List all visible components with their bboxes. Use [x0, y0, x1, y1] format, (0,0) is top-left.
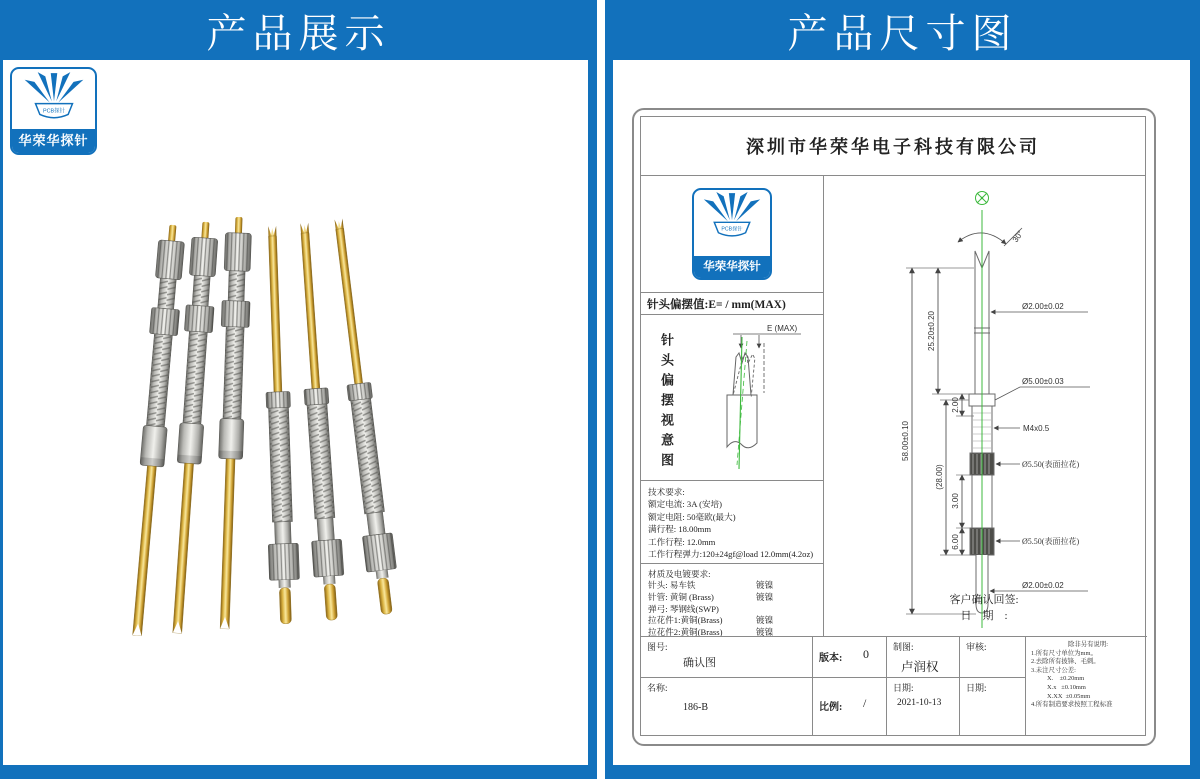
name-label: 名称: — [647, 683, 668, 693]
company-row — [641, 117, 1145, 176]
dim-seg2: 3.00 — [951, 493, 960, 509]
sheet-logo-cell — [641, 176, 824, 293]
dim-total-length: 58.00±0.10 — [901, 421, 910, 461]
scale-label: 比例: — [819, 702, 843, 713]
e-max-label: E (MAX) — [767, 324, 798, 333]
material-row — [648, 604, 823, 616]
tech-title: 技术要求: — [648, 487, 685, 497]
note-line: 4.所有制造要求按照工程标准 — [1031, 701, 1113, 709]
deflection-view-cell — [641, 315, 824, 481]
deflection-view-diagram — [689, 317, 819, 477]
probe-drawing-svg — [824, 176, 1147, 638]
tech-line: 满行程: 18.00mm — [648, 524, 712, 535]
material-part: 拉花件2:黄铜(Brass) — [648, 626, 723, 637]
note-line: 1.所有尺寸单位为mm。 — [1031, 649, 1097, 657]
material-requirements-cell — [641, 564, 824, 636]
dim-dia-knurl-1: Ø5.50(表面拉花) — [1022, 460, 1080, 469]
material-plating: 镀镍 — [756, 580, 774, 591]
logo-bowl-text: PCB探针 — [42, 108, 65, 115]
note-line: X.XX ±0.05mm — [1047, 692, 1091, 700]
scale-value: / — [863, 696, 867, 710]
customer-confirmation — [864, 592, 1104, 624]
material-row — [648, 592, 823, 604]
drawing-area — [613, 60, 1190, 765]
note-line: 2.去除所有披锋、毛刺。 — [1031, 658, 1100, 666]
auditor-cell — [959, 637, 1025, 678]
product-dimension-panel — [605, 0, 1200, 779]
material-title: 材质及电镀要求: — [648, 569, 711, 579]
drafter-value: 卢润权 — [901, 660, 939, 674]
material-part: 拉花件1:黄铜(Brass) — [648, 615, 723, 626]
note-line: X. ±0.20mm — [1047, 675, 1085, 683]
dim-dia-knurl-2: Ø5.50(表面拉花) — [1022, 537, 1080, 546]
dim-seg1: 2.00 — [951, 397, 960, 413]
left-panel-header — [0, 0, 597, 60]
scale-cell — [812, 678, 886, 736]
title-block — [641, 636, 1147, 736]
tech-line: 工作行程: 12.0mm — [648, 536, 716, 547]
customer-date-label: 日 期 : — [960, 610, 1008, 622]
company-name: 深圳市华荣华电子科技有限公司 — [746, 137, 1040, 157]
sheet-brand-logo-label: 华荣华探针 — [694, 256, 770, 278]
deflection-value-label: 针头偏摆值:E= / mm(MAX) — [641, 293, 824, 315]
material-plating: 镀镍 — [756, 615, 774, 626]
brand-logo-label: 华荣华探针 — [12, 129, 95, 153]
notes-cell — [1025, 637, 1147, 736]
dim-seg3: 6.00 — [951, 534, 960, 550]
dim-dia-flange: Ø5.00±0.03 — [1022, 377, 1064, 386]
product-display-panel — [0, 0, 597, 779]
dim-dia-bottom: Ø2.00±0.02 — [1022, 581, 1064, 590]
sheet-brand-logo — [692, 188, 772, 280]
crown-icon — [697, 191, 767, 239]
right-panel-title: 产品尺寸图 — [787, 11, 1018, 56]
probe-dimension-drawing — [824, 176, 1147, 636]
material-part: 弹弓: 琴钢线(SWP) — [648, 603, 719, 614]
left-panel-title: 产品展示 — [206, 11, 391, 56]
fig-no-cell — [641, 637, 812, 678]
product-photo-area — [3, 60, 588, 765]
drafter-label: 制图: — [893, 642, 914, 652]
dim-mid-length: (28.00) — [935, 464, 944, 490]
material-row — [648, 615, 823, 627]
product-photo — [3, 60, 588, 705]
fig-no-label: 图号: — [647, 642, 668, 652]
tech-line: 额定电阻: 50毫欧(最大) — [648, 511, 736, 522]
fig-no-value: 确认图 — [683, 657, 716, 669]
dimension-drawing-sheet — [632, 108, 1156, 746]
name-value: 186-B — [683, 702, 708, 713]
right-panel-header — [605, 0, 1200, 60]
deflection-view-title: 针头偏摆视意图 — [659, 333, 674, 473]
target-symbol — [976, 192, 989, 205]
tech-line: 工作行程弹力:120±24gf@load 12.0mm(4.2oz) — [648, 549, 814, 560]
probe-pin-group — [123, 217, 402, 637]
logo-bowl-text: PCB探针 — [721, 226, 743, 233]
date2-cell — [959, 678, 1025, 736]
dim-thread: M4x0.5 — [1023, 424, 1050, 433]
version-cell — [812, 637, 886, 678]
material-part: 针管: 黄铜 (Brass) — [648, 592, 714, 602]
date-label: 日期: — [893, 683, 914, 693]
date-cell — [886, 678, 959, 736]
name-cell — [641, 678, 812, 736]
dim-upper-length: 25.20±0.20 — [927, 311, 936, 351]
tech-line: 额定电流: 3A (安培) — [648, 499, 722, 510]
version-value: 0 — [863, 647, 869, 661]
note-line: 除非另有说明: — [1067, 641, 1109, 648]
note-line: X.x ±0.10mm — [1047, 683, 1086, 691]
drafter-cell — [886, 637, 959, 678]
dim-tip-angle: 30° — [1010, 228, 1026, 245]
auditor-label: 审核: — [966, 642, 987, 652]
customer-sign-label: 客户确认回签: — [949, 594, 1019, 606]
dim-dia-top: Ø2.00±0.02 — [1022, 302, 1064, 311]
date2-label: 日期: — [966, 683, 987, 693]
material-part: 针头: 易车铁 — [648, 580, 696, 591]
date-value: 2021-10-13 — [897, 698, 942, 708]
material-plating: 镀镍 — [756, 626, 774, 637]
version-label: 版本: — [819, 653, 843, 664]
material-row — [648, 580, 823, 592]
sheet-inner-frame — [640, 116, 1146, 736]
tech-requirements-cell — [641, 481, 824, 564]
note-line: 3.未注尺寸公差: — [1031, 666, 1076, 674]
material-plating: 镀镍 — [756, 592, 774, 602]
